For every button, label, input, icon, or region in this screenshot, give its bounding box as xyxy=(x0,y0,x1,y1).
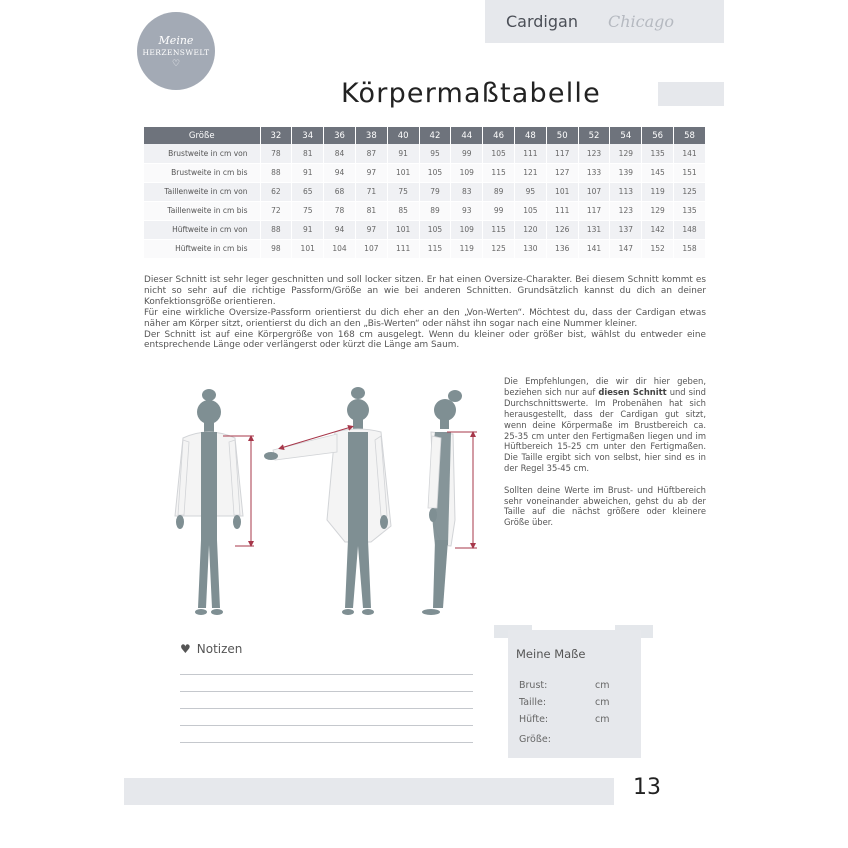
recommendation-text xyxy=(504,376,706,539)
size-column-header: 50 xyxy=(546,127,578,144)
recommendation-emphasis: diesen Schnitt xyxy=(598,386,667,397)
table-cell: 75 xyxy=(292,201,324,220)
table-cell: 81 xyxy=(355,201,387,220)
table-cell: 94 xyxy=(324,163,356,182)
table-cell: 68 xyxy=(324,182,356,201)
table-cell: 127 xyxy=(546,163,578,182)
table-cell: 99 xyxy=(483,201,515,220)
table-cell: 97 xyxy=(355,163,387,182)
notes-line[interactable] xyxy=(180,725,473,726)
notes-heading xyxy=(180,642,242,656)
table-cell: 147 xyxy=(610,239,642,258)
table-cell: 104 xyxy=(324,239,356,258)
size-column-header: 44 xyxy=(451,127,483,144)
table-cell: 95 xyxy=(515,182,547,201)
table-cell: 89 xyxy=(483,182,515,201)
row-label: Hüftweite in cm bis xyxy=(144,239,260,258)
figure-arm xyxy=(264,387,391,615)
size-column-header: 34 xyxy=(292,127,324,144)
table-cell: 89 xyxy=(419,201,451,220)
table-cell: 105 xyxy=(419,163,451,182)
table-cell: 84 xyxy=(324,144,356,163)
table-cell: 87 xyxy=(355,144,387,163)
size-column-header: 32 xyxy=(260,127,292,144)
row-label: Brustweite in cm bis xyxy=(144,163,260,182)
table-cell: 78 xyxy=(324,201,356,220)
size-column-header: 46 xyxy=(483,127,515,144)
table-cell: 91 xyxy=(292,220,324,239)
measurement-label-hip: Hüfte: xyxy=(519,714,549,725)
measurement-label-bust: Brust: xyxy=(519,680,548,691)
table-cell: 139 xyxy=(610,163,642,182)
table-cell: 101 xyxy=(387,163,419,182)
title-decoration xyxy=(658,82,724,106)
my-measurements-title: Meine Maße xyxy=(516,647,586,661)
table-cell: 94 xyxy=(324,220,356,239)
table-cell: 129 xyxy=(610,144,642,163)
table-cell: 65 xyxy=(292,182,324,201)
table-cell: 105 xyxy=(515,201,547,220)
brand-logo xyxy=(137,12,215,90)
heart-icon: ♡ xyxy=(171,58,181,69)
size-table-body xyxy=(144,144,706,258)
table-cell: 148 xyxy=(674,220,706,239)
size-header-row xyxy=(144,127,706,144)
table-cell: 101 xyxy=(546,182,578,201)
intro-text xyxy=(144,275,706,351)
table-cell: 125 xyxy=(483,239,515,258)
table-cell: 126 xyxy=(546,220,578,239)
table-cell: 151 xyxy=(674,163,706,182)
table-cell: 131 xyxy=(578,220,610,239)
table-cell: 75 xyxy=(387,182,419,201)
table-row xyxy=(144,163,706,182)
footer-bar xyxy=(124,778,614,805)
model-name: Chicago xyxy=(607,12,675,31)
table-cell: 98 xyxy=(260,239,292,258)
table-cell: 121 xyxy=(515,163,547,182)
table-cell: 123 xyxy=(610,201,642,220)
table-row xyxy=(144,144,706,163)
product-name: Cardigan xyxy=(506,12,578,31)
page-title: Körpermaßtabelle xyxy=(341,78,601,109)
notes-line[interactable] xyxy=(180,742,473,743)
table-cell: 83 xyxy=(451,182,483,201)
table-cell: 152 xyxy=(642,239,674,258)
table-cell: 115 xyxy=(483,220,515,239)
table-cell: 119 xyxy=(451,239,483,258)
notes-title: Notizen xyxy=(196,642,243,656)
table-cell: 115 xyxy=(483,163,515,182)
table-cell: 135 xyxy=(642,144,674,163)
table-cell: 91 xyxy=(292,163,324,182)
table-cell: 85 xyxy=(387,201,419,220)
table-cell: 109 xyxy=(451,163,483,182)
intro-paragraph: Der Schnitt ist auf eine Körpergröße von 168 cm ausgelegt. Wenn du kleiner oder größer bist, wählst du entweder eine entsprechende Länge oder verlängerst oder kürzt die Länge am Saum. xyxy=(144,329,706,351)
page-number: 13 xyxy=(633,775,661,800)
recommendation-paragraph xyxy=(504,376,706,474)
recommendation-text-end: und sind Durchschnittswerte. Im Probenähen hat sich herausgestellt, dass der Cardigan gut sitzt, wenn deine Körpermaße im Brustbereich ca. 25-35 cm unter den Fertigmaßen liegen und im Hüftbereich 15-25 cm unter den Fertigmaßen. Die Taille ergibt sich von selbst, hier sind es in der Regel 35-45 cm. xyxy=(504,386,706,474)
table-cell: 135 xyxy=(674,201,706,220)
table-cell: 120 xyxy=(515,220,547,239)
table-cell: 158 xyxy=(674,239,706,258)
table-row xyxy=(144,220,706,239)
size-column-header: 52 xyxy=(578,127,610,144)
table-cell: 105 xyxy=(483,144,515,163)
recommendation-paragraph-2: Sollten deine Werte im Brust- und Hüftbereich sehr voneinander abweichen, gehst du ab der Taille auf die nächst größere oder kleinere Größe über. xyxy=(504,484,706,528)
table-cell: 62 xyxy=(260,182,292,201)
table-cell: 99 xyxy=(451,144,483,163)
table-cell: 125 xyxy=(674,182,706,201)
table-cell: 136 xyxy=(546,239,578,258)
size-column-header: 40 xyxy=(387,127,419,144)
table-row xyxy=(144,201,706,220)
table-cell: 111 xyxy=(546,201,578,220)
table-cell: 93 xyxy=(451,201,483,220)
measurement-label-size: Größe: xyxy=(519,734,551,745)
measurement-unit-bust: cm xyxy=(595,680,610,691)
size-column-header: 36 xyxy=(324,127,356,144)
table-cell: 88 xyxy=(260,163,292,182)
table-cell: 107 xyxy=(355,239,387,258)
notes-line[interactable] xyxy=(180,708,473,709)
size-column-header: 48 xyxy=(515,127,547,144)
table-cell: 71 xyxy=(355,182,387,201)
table-cell: 141 xyxy=(674,144,706,163)
table-cell: 95 xyxy=(419,144,451,163)
table-cell: 117 xyxy=(578,201,610,220)
table-cell: 123 xyxy=(578,144,610,163)
table-cell: 117 xyxy=(546,144,578,163)
size-column-header: 54 xyxy=(610,127,642,144)
table-cell: 105 xyxy=(419,220,451,239)
table-cell: 109 xyxy=(451,220,483,239)
table-cell: 107 xyxy=(578,182,610,201)
logo-text-main: HERZENSWELT xyxy=(142,47,210,57)
table-cell: 130 xyxy=(515,239,547,258)
measurement-unit-hip: cm xyxy=(595,714,610,725)
heart-icon: ♥ xyxy=(180,642,191,656)
table-row xyxy=(144,182,706,201)
table-cell: 81 xyxy=(292,144,324,163)
table-cell: 111 xyxy=(515,144,547,163)
size-header-label: Größe xyxy=(144,127,260,144)
table-cell: 79 xyxy=(419,182,451,201)
figure-front xyxy=(175,389,254,615)
measurement-figures xyxy=(165,380,480,620)
table-cell: 111 xyxy=(387,239,419,258)
table-cell: 97 xyxy=(355,220,387,239)
size-column-header: 56 xyxy=(642,127,674,144)
notes-line[interactable] xyxy=(180,674,473,675)
table-row xyxy=(144,239,706,258)
size-column-header: 42 xyxy=(419,127,451,144)
table-cell: 72 xyxy=(260,201,292,220)
table-cell: 137 xyxy=(610,220,642,239)
table-cell: 101 xyxy=(292,239,324,258)
logo-text-top: Meine xyxy=(158,33,194,47)
measurement-label-waist: Taille: xyxy=(519,697,547,708)
table-cell: 141 xyxy=(578,239,610,258)
table-cell: 115 xyxy=(419,239,451,258)
table-cell: 91 xyxy=(387,144,419,163)
recommendation-text-start: Die Empfehlungen, die wir dir hier geben, beziehen sich nur auf xyxy=(504,376,706,397)
size-column-header: 58 xyxy=(674,127,706,144)
size-column-header: 38 xyxy=(355,127,387,144)
measurement-unit-waist: cm xyxy=(595,697,610,708)
table-cell: 88 xyxy=(260,220,292,239)
size-table xyxy=(144,127,706,259)
intro-paragraph: Für eine wirkliche Oversize-Passform orientierst du dich eher an den „Von-Werten“. Möchtest du, dass der Cardigan etwas näher am Körper sitzt, orientierst du dich an den „Bis-Werten“ oder nähst ihn sogar nach eine Nummer kleiner. xyxy=(144,307,706,329)
table-cell: 113 xyxy=(610,182,642,201)
intro-paragraph: Dieser Schnitt ist sehr leger geschnitten und soll locker sitzen. Er hat einen Oversize-Charakter. Bei diesem Schnitt kommt es nicht so sehr auf die richtige Passform/Größe an wie bei anderen Schnitten. Grundsätzlich kannst du dich an deiner Konfektionsgröße orientieren. xyxy=(144,275,706,307)
notes-line[interactable] xyxy=(180,691,473,692)
row-label: Brustweite in cm von xyxy=(144,144,260,163)
table-cell: 129 xyxy=(642,201,674,220)
table-cell: 145 xyxy=(642,163,674,182)
row-label: Taillenweite in cm von xyxy=(144,182,260,201)
table-cell: 142 xyxy=(642,220,674,239)
row-label: Hüftweite in cm von xyxy=(144,220,260,239)
my-measurements-card xyxy=(508,630,641,758)
product-header xyxy=(485,0,724,43)
table-cell: 78 xyxy=(260,144,292,163)
table-cell: 133 xyxy=(578,163,610,182)
row-label: Taillenweite in cm bis xyxy=(144,201,260,220)
table-cell: 119 xyxy=(642,182,674,201)
table-cell: 101 xyxy=(387,220,419,239)
size-table-header xyxy=(144,127,706,144)
figure-side xyxy=(422,390,477,615)
